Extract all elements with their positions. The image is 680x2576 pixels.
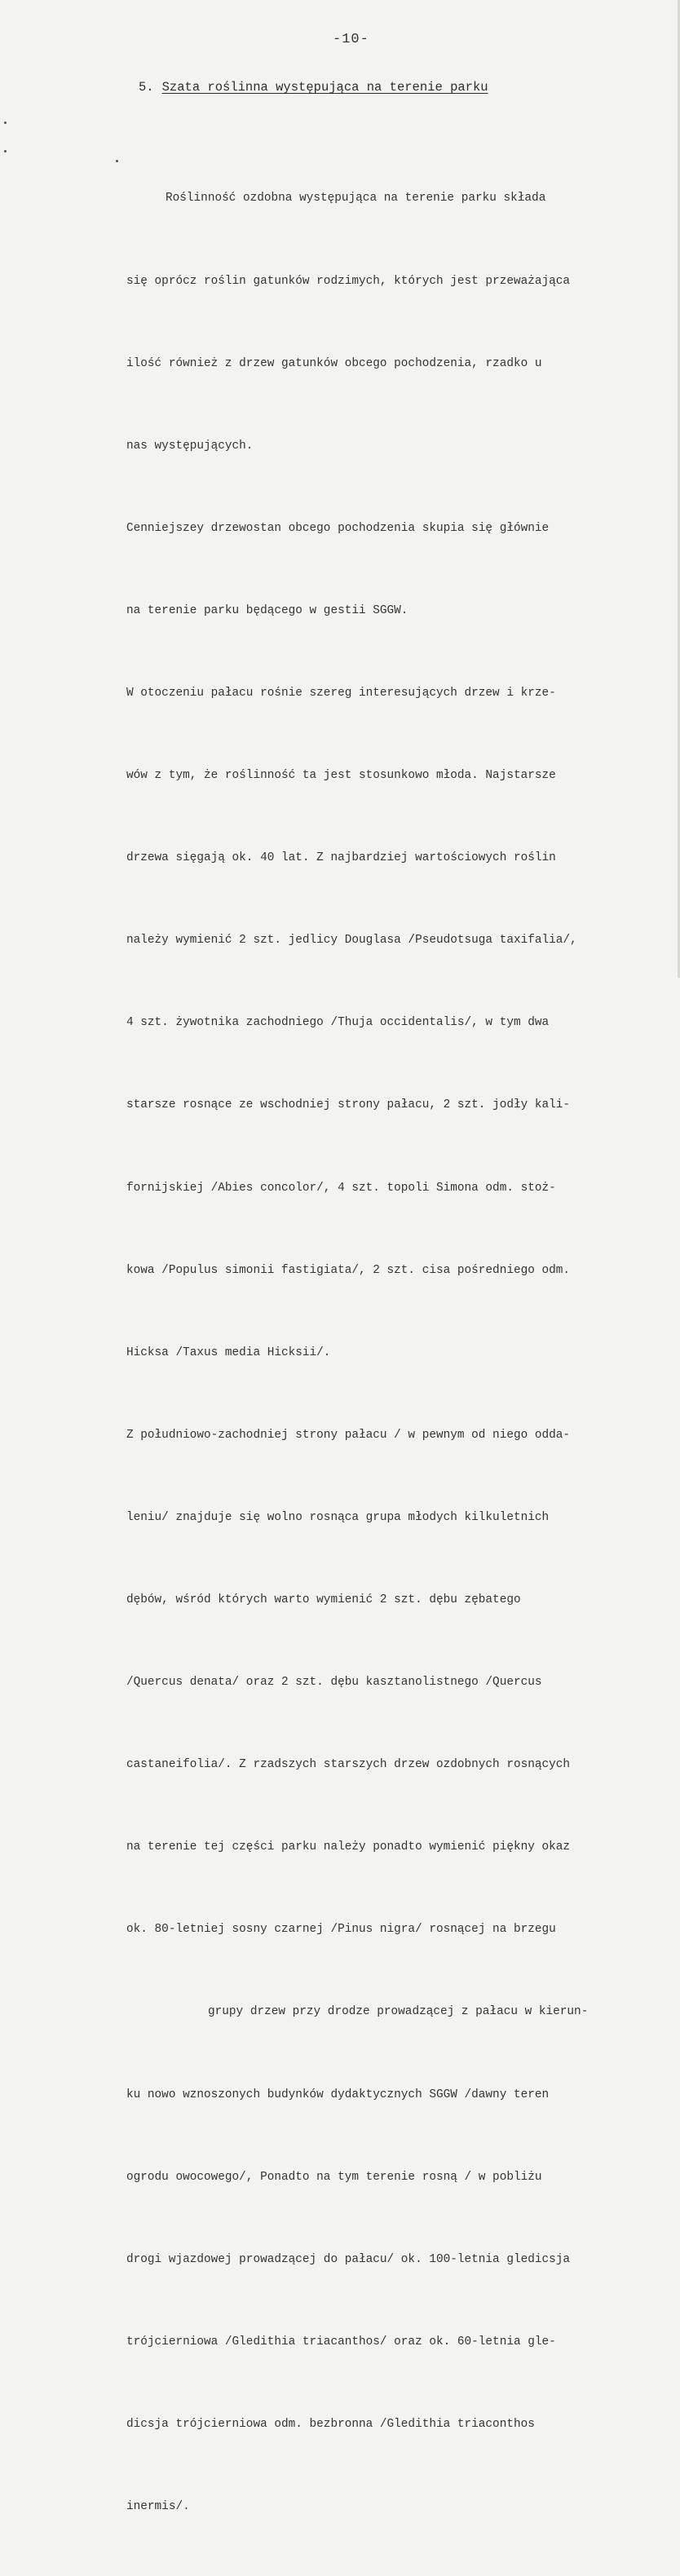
text-line: 4 szt. żywotnika zachodniego /Thuja occidentalis/, w tym dwa — [126, 1016, 550, 1030]
text-line: dębów, wśród których warto wymienić 2 szt. dębu zębatego — [126, 1593, 521, 1606]
text-line: fornijskiej /Abies concolor/, 4 szt. topoli Simona odm. stoż- — [126, 1181, 556, 1195]
text-line: kowa /Populus simonii fastigiata/, 2 szt. cisa pośredniego odm. — [126, 1263, 571, 1277]
text-line: się oprócz roślin gatunków rodzimych, których jest przeważająca — [126, 274, 571, 288]
text-line: ilość również z drzew gatunków obcego pochodzenia, rzadko u — [126, 356, 542, 370]
section-heading — [139, 80, 488, 95]
text-line: dicsja trójcierniowa odm. bezbronna /Gledithia triaconthos — [126, 2417, 535, 2431]
text-line: inermis/. — [126, 2500, 190, 2514]
text-line: Hicksa /Taxus media Hicksii/. — [126, 1345, 331, 1359]
text-line: W otoczeniu pałacu rośnie szereg interesujących drzew i krze- — [126, 686, 556, 700]
text-line: ogrodu owocowego/, Ponadto na tym terenie rosną / w pobliżu — [126, 2170, 542, 2184]
text-line: drogi wjazdowej prowadzącej do pałacu/ ok. 100-letnia gledicsja — [126, 2252, 571, 2266]
body-text — [126, 130, 673, 2576]
text-line: /Quercus denata/ oraz 2 szt. dębu kasztanolistnego /Quercus — [126, 1676, 542, 1690]
text-line: leniu/ znajduje się wolno rosnąca grupa młodych kilkuletnich — [126, 1510, 550, 1524]
margin-mark — [4, 150, 7, 152]
text-line: nas występujących. — [126, 439, 254, 453]
text-line: castaneifolia/. Z rzadszych starszych drzew ozdobnych rosnących — [126, 1758, 571, 1772]
text-line: ku nowo wznoszonych budynków dydaktycznych SGGW /dawny teren — [126, 2088, 550, 2101]
text-line: grupy drzew przy drodze prowadzącej z pałacu w kierun- — [208, 2005, 589, 2019]
text-line: Roślinność ozdobna występująca na terenie parku składa — [166, 192, 546, 205]
section-title: Szata roślinna występująca na terenie parku — [161, 80, 488, 95]
text-line: Cenniejszey drzewostan obcego pochodzenia skupia się głównie — [126, 521, 550, 535]
text-line: należy wymienić 2 szt. jedlicy Douglasa /Pseudotsuga taxifalia/, — [126, 934, 577, 948]
text-line: drzewa sięgają ok. 40 lat. Z najbardziej wartościowych roślin — [126, 851, 556, 865]
section-number: 5. — [139, 80, 154, 95]
text-line: starsze rosnące ze wschodniej strony pałacu, 2 szt. jodły kali- — [126, 1098, 571, 1112]
page-number: -10- — [333, 32, 369, 47]
text-line: ok. 80-letniej sosny czarnej /Pinus nigra/ rosnącej na brzegu — [126, 1923, 556, 1937]
text-line: na terenie parku będącego w gestii SGGW. — [126, 603, 408, 617]
text-line: Z południowo-zachodniej strony pałacu / w pewnym od niego odda- — [126, 1428, 571, 1442]
margin-mark — [116, 160, 118, 162]
text-line: wów z tym, że roślinność ta jest stosunkowo młoda. Najstarsze — [126, 769, 556, 783]
text-line: na terenie tej części parku należy ponadto wymienić piękny okaz — [126, 1840, 571, 1854]
margin-mark — [4, 122, 7, 124]
text-line: trójcierniowa /Gledithia triacanthos/ oraz ok. 60-letnia gle- — [126, 2335, 556, 2348]
